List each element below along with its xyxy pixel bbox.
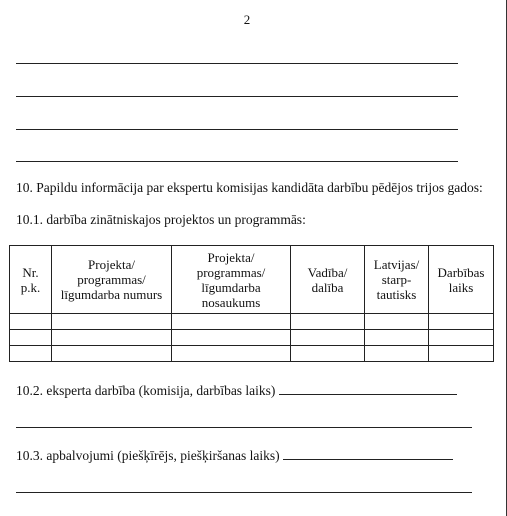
table-row <box>10 330 494 346</box>
projects-table <box>9 245 494 362</box>
blank-answer-line <box>16 96 458 97</box>
blank-answer-line <box>16 129 458 130</box>
col-header-scope: Latvijas/ starp-tautisks <box>365 246 429 314</box>
col-header-role: Vadība/ dalība <box>291 246 365 314</box>
section-10-3-fill[interactable] <box>283 448 453 460</box>
table-cell[interactable] <box>10 314 52 330</box>
table-row <box>10 314 494 330</box>
table-cell[interactable] <box>365 314 429 330</box>
col-header-period: Darbības laiks <box>429 246 494 314</box>
table-cell[interactable] <box>52 346 172 362</box>
page-number: 2 <box>243 12 251 27</box>
blank-answer-line <box>16 427 472 428</box>
table-cell[interactable] <box>172 314 291 330</box>
blank-answer-line <box>16 492 472 493</box>
blank-answer-line <box>16 63 458 64</box>
blank-answer-line <box>16 161 458 162</box>
section-10-2-fill[interactable] <box>279 383 457 395</box>
table-cell[interactable] <box>172 330 291 346</box>
table-cell[interactable] <box>291 314 365 330</box>
table-cell[interactable] <box>291 346 365 362</box>
table-row <box>10 346 494 362</box>
table-cell[interactable] <box>429 346 494 362</box>
col-header-number: Nr. p.k. <box>10 246 52 314</box>
section-10-1-label: 10.1. darbība zinātniskajos projektos un programmās: <box>16 212 306 227</box>
table-cell[interactable] <box>291 330 365 346</box>
table-cell[interactable] <box>365 330 429 346</box>
table-header-row <box>10 246 494 314</box>
section-10-heading: 10. Papildu informācija par ekspertu komisijas kandidāta darbību pēdējos trijos gados: <box>16 180 483 195</box>
table-cell[interactable] <box>172 346 291 362</box>
section-10-3-line <box>16 448 492 464</box>
table-cell[interactable] <box>429 314 494 330</box>
section-10-2-label: 10.2. eksperta darbība (komisija, darbības laiks) <box>16 383 276 398</box>
col-header-project-number: Projekta/ programmas/ līgumdarba numurs <box>52 246 172 314</box>
col-header-project-name: Projekta/ programmas/ līgumdarba nosaukums <box>172 246 291 314</box>
section-10-3-label: 10.3. apbalvojumi (piešķīrējs, piešķiršanas laiks) <box>16 448 280 463</box>
table-cell[interactable] <box>52 330 172 346</box>
table-cell[interactable] <box>10 330 52 346</box>
section-10-2-line <box>16 383 492 399</box>
table-cell[interactable] <box>429 330 494 346</box>
table-cell[interactable] <box>365 346 429 362</box>
table-cell[interactable] <box>52 314 172 330</box>
table-cell[interactable] <box>10 346 52 362</box>
